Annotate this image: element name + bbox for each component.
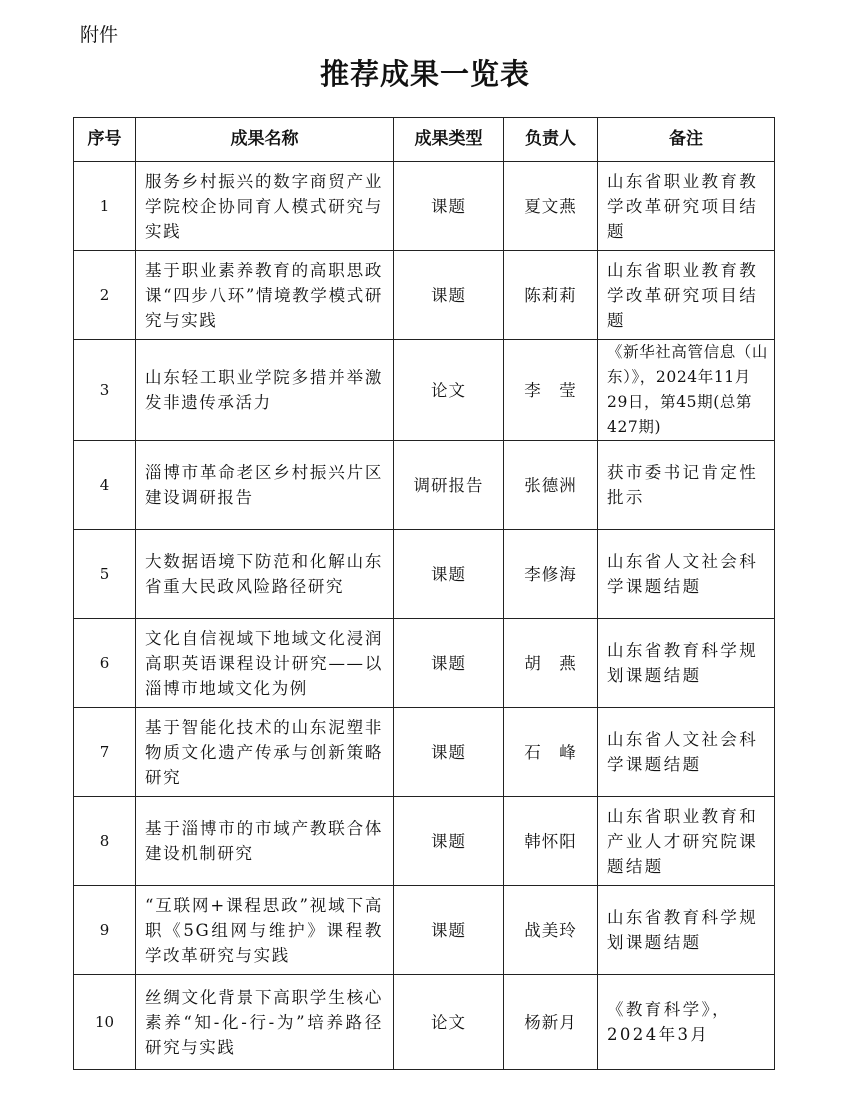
table-row (74, 708, 775, 797)
cell-name: 基于淄博市的市域产教联合体建设机制研究 (136, 797, 394, 886)
cell-no: 10 (74, 975, 136, 1070)
cell-note: 山东省教育科学规划课题结题 (598, 886, 775, 975)
cell-name: 丝绸文化背景下高职学生核心素养“知-化-行-为”培养路径研究与实践 (136, 975, 394, 1070)
cell-no: 7 (74, 708, 136, 797)
cell-note: 山东省人文社会科学课题结题 (598, 530, 775, 619)
cell-no: 8 (74, 797, 136, 886)
cell-name: 山东轻工职业学院多措并举激发非遗传承活力 (136, 340, 394, 441)
cell-type: 调研报告 (394, 441, 504, 530)
cell-name: 文化自信视域下地域文化浸润高职英语课程设计研究——以淄博市地域文化为例 (136, 619, 394, 708)
cell-no: 9 (74, 886, 136, 975)
cell-name: 大数据语境下防范和化解山东省重大民政风险路径研究 (136, 530, 394, 619)
cell-note: 山东省职业教育教学改革研究项目结题 (598, 162, 775, 251)
results-table (73, 117, 775, 1070)
cell-note: 山东省职业教育教学改革研究项目结题 (598, 251, 775, 340)
header-owner: 负责人 (504, 118, 598, 162)
cell-type: 课题 (394, 619, 504, 708)
cell-note: 山东省教育科学规划课题结题 (598, 619, 775, 708)
cell-owner: 张德洲 (504, 441, 598, 530)
cell-type: 课题 (394, 797, 504, 886)
table-row (74, 251, 775, 340)
cell-owner: 胡 燕 (504, 619, 598, 708)
cell-type: 论文 (394, 975, 504, 1070)
cell-no: 6 (74, 619, 136, 708)
header-type: 成果类型 (394, 118, 504, 162)
table-row (74, 797, 775, 886)
cell-owner: 韩怀阳 (504, 797, 598, 886)
cell-type: 课题 (394, 530, 504, 619)
table-row (74, 441, 775, 530)
table-row (74, 530, 775, 619)
cell-name: “互联网+课程思政”视域下高职《5G组网与维护》课程教学改革研究与实践 (136, 886, 394, 975)
table-row (74, 619, 775, 708)
cell-no: 2 (74, 251, 136, 340)
page-title: 推荐成果一览表 (319, 57, 530, 91)
cell-type: 课题 (394, 251, 504, 340)
cell-owner: 李 莹 (504, 340, 598, 441)
cell-name: 淄博市革命老区乡村振兴片区建设调研报告 (136, 441, 394, 530)
cell-note: 《新华社高管信息（山东）》，2024年11月29日，第45期(总第427期) (598, 340, 775, 441)
cell-owner: 李修海 (504, 530, 598, 619)
cell-name: 基于职业素养教育的高职思政课“四步八环”情境教学模式研究与实践 (136, 251, 394, 340)
cell-no: 1 (74, 162, 136, 251)
cell-owner: 战美玲 (504, 886, 598, 975)
cell-name: 基于智能化技术的山东泥塑非物质文化遗产传承与创新策略研究 (136, 708, 394, 797)
header-note: 备注 (598, 118, 775, 162)
cell-name: 服务乡村振兴的数字商贸产业学院校企协同育人模式研究与实践 (136, 162, 394, 251)
header-no: 序号 (74, 118, 136, 162)
table-header-row (74, 118, 775, 162)
cell-type: 课题 (394, 708, 504, 797)
cell-type: 课题 (394, 162, 504, 251)
cell-note: 《教育科学》，2024年3月 (598, 975, 775, 1070)
cell-no: 3 (74, 340, 136, 441)
cell-note: 山东省职业教育和产业人才研究院课题结题 (598, 797, 775, 886)
cell-type: 论文 (394, 340, 504, 441)
header-name: 成果名称 (136, 118, 394, 162)
cell-note: 获市委书记肯定性批示 (598, 441, 775, 530)
table-row (74, 886, 775, 975)
cell-owner: 夏文燕 (504, 162, 598, 251)
cell-note: 山东省人文社会科学课题结题 (598, 708, 775, 797)
attachment-label: 附件 (80, 24, 119, 46)
cell-no: 4 (74, 441, 136, 530)
cell-no: 5 (74, 530, 136, 619)
table-row (74, 340, 775, 441)
table-row (74, 975, 775, 1070)
cell-type: 课题 (394, 886, 504, 975)
cell-owner: 杨新月 (504, 975, 598, 1070)
cell-owner: 石 峰 (504, 708, 598, 797)
cell-owner: 陈莉莉 (504, 251, 598, 340)
table-row (74, 162, 775, 251)
